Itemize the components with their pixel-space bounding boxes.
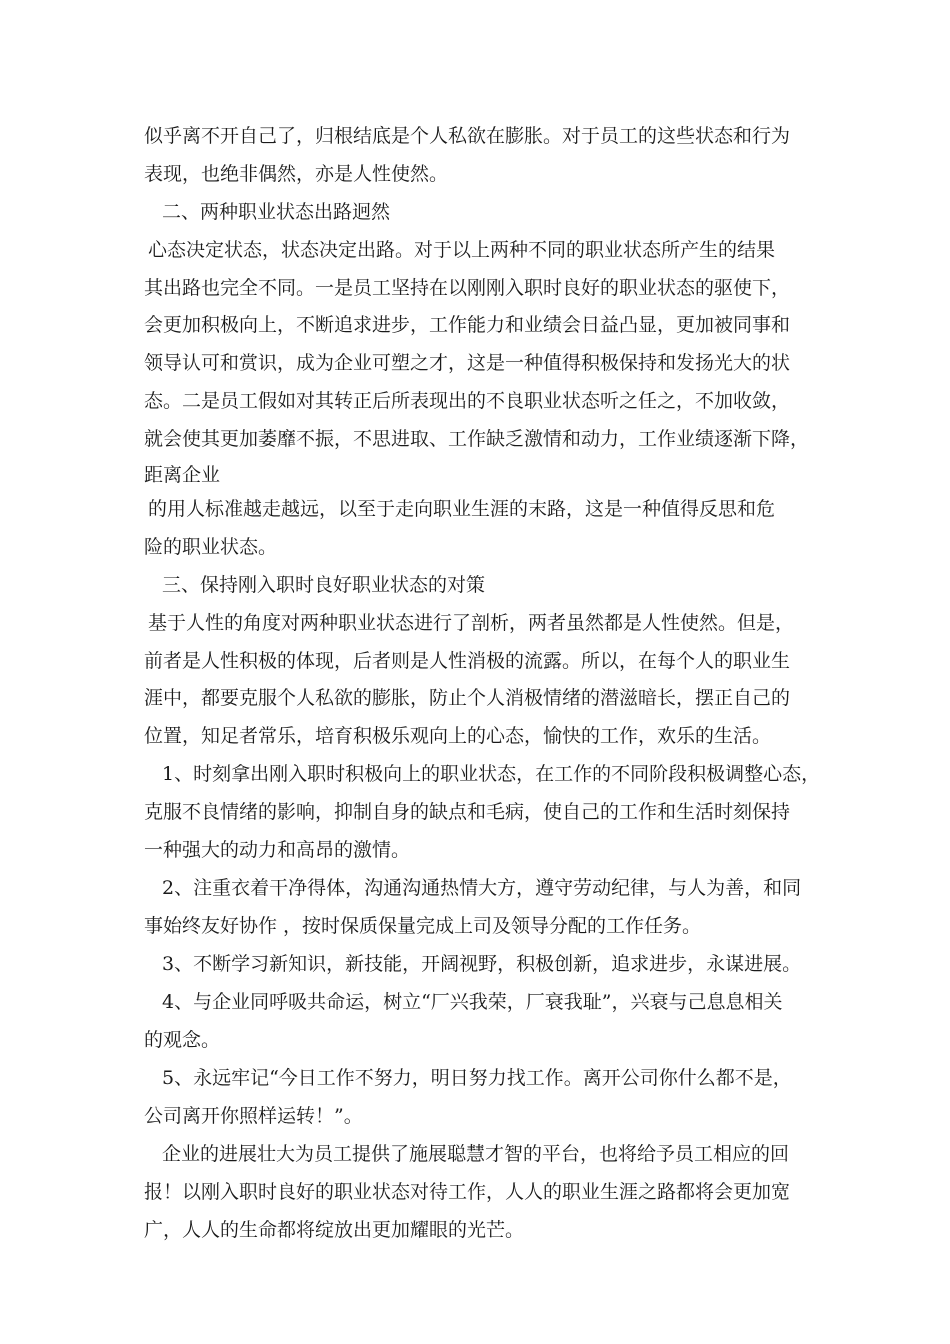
list-item: 4、与企业同呼吸共命运，树立“厂兴我荣，厂衰我耻”，兴衰与己息息相关 bbox=[162, 991, 783, 1013]
body-text-line: 距离企业 bbox=[144, 464, 221, 486]
body-text-line: 似乎离不开自己了，归根结底是个人私欲在膨胀。对于员工的这些状态和行为 bbox=[144, 125, 791, 147]
body-text-line: 广，人人的生命都将绽放出更加耀眼的光芒。 bbox=[144, 1219, 525, 1241]
list-item: 1、时刻拿出刚入职时积极向上的职业状态，在工作的不同阶段积极调整心态， bbox=[162, 763, 821, 785]
section-heading: 三、保持刚入职时良好职业状态的对策 bbox=[162, 574, 486, 596]
body-text-line: 一种强大的动力和高昂的激情。 bbox=[144, 839, 411, 861]
section-heading: 二、两种职业状态出路迥然 bbox=[162, 201, 391, 223]
body-text-line: 公司离开你照样运转！”。 bbox=[144, 1105, 363, 1127]
body-text-line: 事始终友好协作 ，按时保质保量完成上司及领导分配的工作任务。 bbox=[144, 915, 702, 937]
body-text-line: 其出路也完全不同。一是员工坚持在以刚刚入职时良好的职业状态的驱使下， bbox=[144, 277, 791, 299]
body-text-line: 位置，知足者常乐，培育积极乐观向上的心态，愉快的工作，欢乐的生活。 bbox=[144, 725, 772, 747]
body-text-line: 克服不良情绪的影响，抑制自身的缺点和毛病，使自己的工作和生活时刻保持 bbox=[144, 801, 791, 823]
body-text-line: 领导认可和赏识，成为企业可塑之才，这是一种值得积极保持和发扬光大的状 bbox=[144, 352, 791, 374]
body-text-line: 表现，也绝非偶然，亦是人性使然。 bbox=[144, 163, 449, 185]
body-text-line: 的用人标准越走越远，以至于走向职业生涯的末路，这是一种值得反思和危 bbox=[148, 498, 776, 520]
body-text-line: 报！以刚入职时良好的职业状态对待工作，人人的职业生涯之路都将会更加宽 bbox=[144, 1181, 791, 1203]
list-item: 2、注重衣着干净得体，沟通沟通热情大方，遵守劳动纪律，与人为善，和同 bbox=[162, 877, 802, 899]
list-item: 5、永远牢记“今日工作不努力，明日努力找工作。离开公司你什么都不是， bbox=[162, 1067, 792, 1089]
list-item: 3、不断学习新知识，新技能，开阔视野，积极创新，追求进步，永谋进展。 bbox=[162, 953, 802, 975]
body-text-line: 涯中，都要克服个人私欲的膨胀，防止个人消极情绪的潜滋暗长，摆正自己的 bbox=[144, 687, 791, 709]
body-text-line: 企业的进展壮大为员工提供了施展聪慧才智的平台，也将给予员工相应的回 bbox=[162, 1143, 790, 1165]
body-text-line: 会更加积极向上，不断追求进步，工作能力和业绩会日益凸显，更加被同事和 bbox=[144, 314, 791, 336]
body-text-line: 就会使其更加萎靡不振，不思进取、工作缺乏激情和动力，工作业绩逐渐下降， bbox=[144, 428, 810, 450]
body-text-line: 心态决定状态，状态决定出路。对于以上两种不同的职业状态所产生的结果 bbox=[148, 239, 776, 261]
body-text-line: 态。二是员工假如对其转正后所表现出的不良职业状态听之任之，不加收敛， bbox=[144, 390, 791, 412]
body-text-line: 前者是人性积极的体现，后者则是人性消极的流露。所以，在每个人的职业生 bbox=[144, 650, 791, 672]
body-text-line: 的观念。 bbox=[144, 1029, 221, 1051]
body-text-line: 基于人性的角度对两种职业状态进行了剖析，两者虽然都是人性使然。但是， bbox=[148, 612, 795, 634]
body-text-line: 险的职业状态。 bbox=[144, 536, 278, 558]
